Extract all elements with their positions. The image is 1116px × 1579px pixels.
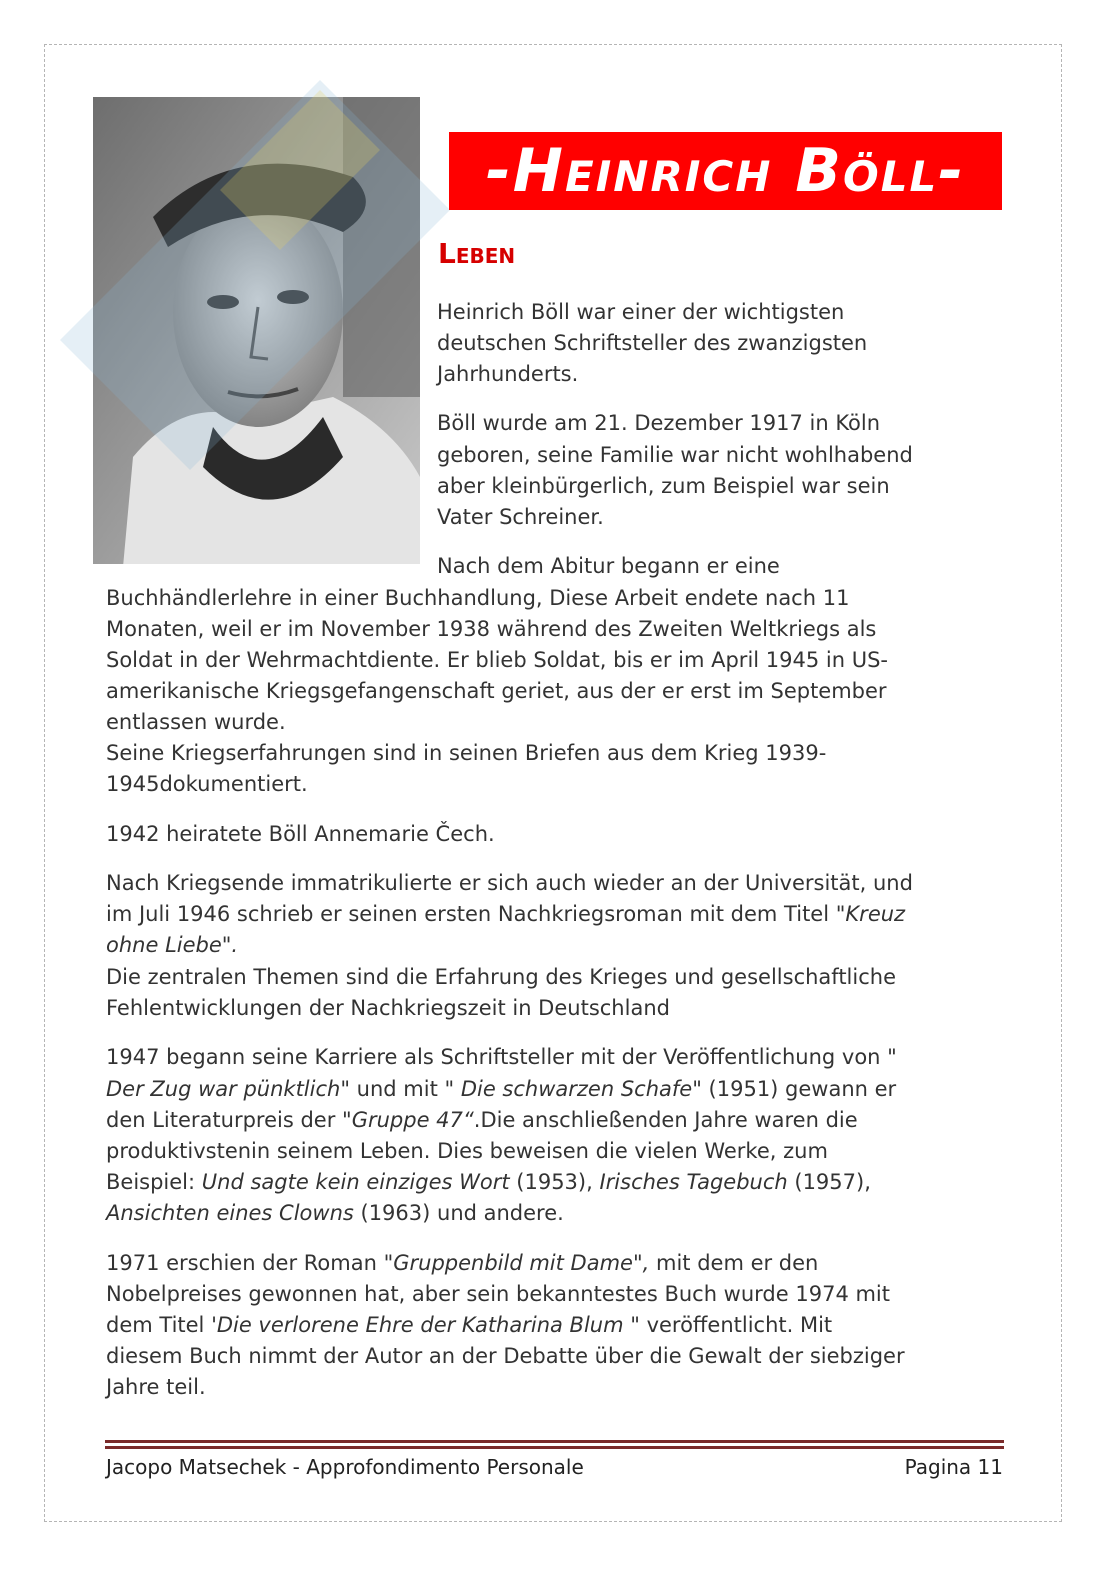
abitur-line-5: amerikanische Kriegsgefangenschaft geriet, aus der er erst im September bbox=[106, 679, 887, 703]
career-line-3: den Literaturpreis der "Gruppe 47“.Die anschließenden Jahre waren die bbox=[106, 1108, 858, 1132]
nobel-line-4: diesem Buch nimmt der Autor an der Debatte über die Gewalt der siebziger bbox=[106, 1344, 905, 1368]
abitur-line-3: Monaten, weil er im November 1938 während des Zweiten Weltkriegs als bbox=[106, 617, 877, 641]
postwar-line-1: Nach Kriegsende immatrikulierte er sich auch wieder an der Universität, und bbox=[106, 871, 913, 895]
career-line-5: Beispiel: Und sagte kein einziges Wort (1953), Irisches Tagebuch (1957), bbox=[106, 1170, 871, 1194]
nobel-line-1: 1971 erschien der Roman "Gruppenbild mit Dame", mit dem er den bbox=[106, 1251, 819, 1275]
author-portrait bbox=[93, 97, 420, 564]
birth-line-3: aber kleinbürgerlich, zum Beispiel war sein bbox=[437, 474, 890, 498]
postwar-line-4: Die zentralen Themen sind die Erfahrung des Krieges und gesellschaftliche bbox=[106, 965, 896, 989]
footer-rule bbox=[105, 1440, 1004, 1449]
career-line-6: Ansichten eines Clowns (1963) und andere. bbox=[106, 1201, 564, 1225]
title-banner bbox=[449, 132, 1002, 210]
postwar-line-5: Fehlentwicklungen der Nachkriegszeit in Deutschland bbox=[106, 996, 670, 1020]
marriage-line: 1942 heiratete Böll Annemarie Čech. bbox=[106, 822, 495, 846]
intro-line-3: Jahrhunderts. bbox=[437, 362, 579, 386]
nobel-line-5: Jahre teil. bbox=[106, 1375, 206, 1399]
career-line-1: 1947 begann seine Karriere als Schriftsteller mit der Veröffentlichung von " bbox=[106, 1045, 897, 1069]
abitur-line-4: Soldat in der Wehrmachtdiente. Er blieb Soldat, bis er im April 1945 in US- bbox=[106, 648, 889, 672]
postwar-line-3: ohne Liebe". bbox=[106, 933, 239, 957]
abitur-line-7: Seine Kriegserfahrungen sind in seinen Briefen aus dem Krieg 1939- bbox=[106, 741, 827, 765]
birth-line-4: Vater Schreiner. bbox=[437, 505, 604, 529]
intro-line-1: Heinrich Böll war einer der wichtigsten bbox=[437, 300, 845, 324]
book-title-kreuz: "Kreuz bbox=[835, 902, 906, 926]
footer-author: Jacopo Matsechek - Approfondimento Personale bbox=[106, 1455, 584, 1479]
postwar-line-2: im Juli 1946 schrieb er seinen ersten Nachkriegsroman mit dem Titel "Kreuz bbox=[106, 902, 906, 926]
intro-line-2: deutschen Schriftsteller des zwanzigsten bbox=[437, 331, 868, 355]
abitur-line-6: entlassen wurde. bbox=[106, 710, 286, 734]
career-line-2: Der Zug war pünktlich" und mit " Die schwarzen Schafe" (1951) gewann er bbox=[106, 1077, 897, 1101]
section-heading: Leben bbox=[438, 237, 516, 270]
career-line-4: produktivstenin seinem Leben. Dies beweisen die vielen Werke, zum bbox=[106, 1139, 828, 1163]
nobel-line-3: dem Titel 'Die verlorene Ehre der Katharina Blum " veröffentlicht. Mit bbox=[106, 1313, 833, 1337]
birth-line-1: Böll wurde am 21. Dezember 1917 in Köln bbox=[437, 411, 881, 435]
abitur-line-8: 1945dokumentiert. bbox=[106, 772, 308, 796]
page-title: -Heinrich Böll- bbox=[485, 136, 966, 206]
birth-line-2: geboren, seine Familie war nicht wohlhabend bbox=[437, 443, 913, 467]
abitur-line-1: Nach dem Abitur begann er eine bbox=[437, 554, 780, 578]
page-number: Pagina 11 bbox=[904, 1455, 1003, 1479]
nobel-line-2: Nobelpreises gewonnen hat, aber sein bekanntestes Buch wurde 1974 mit bbox=[106, 1282, 891, 1306]
abitur-line-2: Buchhändlerlehre in einer Buchhandlung, Diese Arbeit endete nach 11 bbox=[106, 586, 850, 610]
